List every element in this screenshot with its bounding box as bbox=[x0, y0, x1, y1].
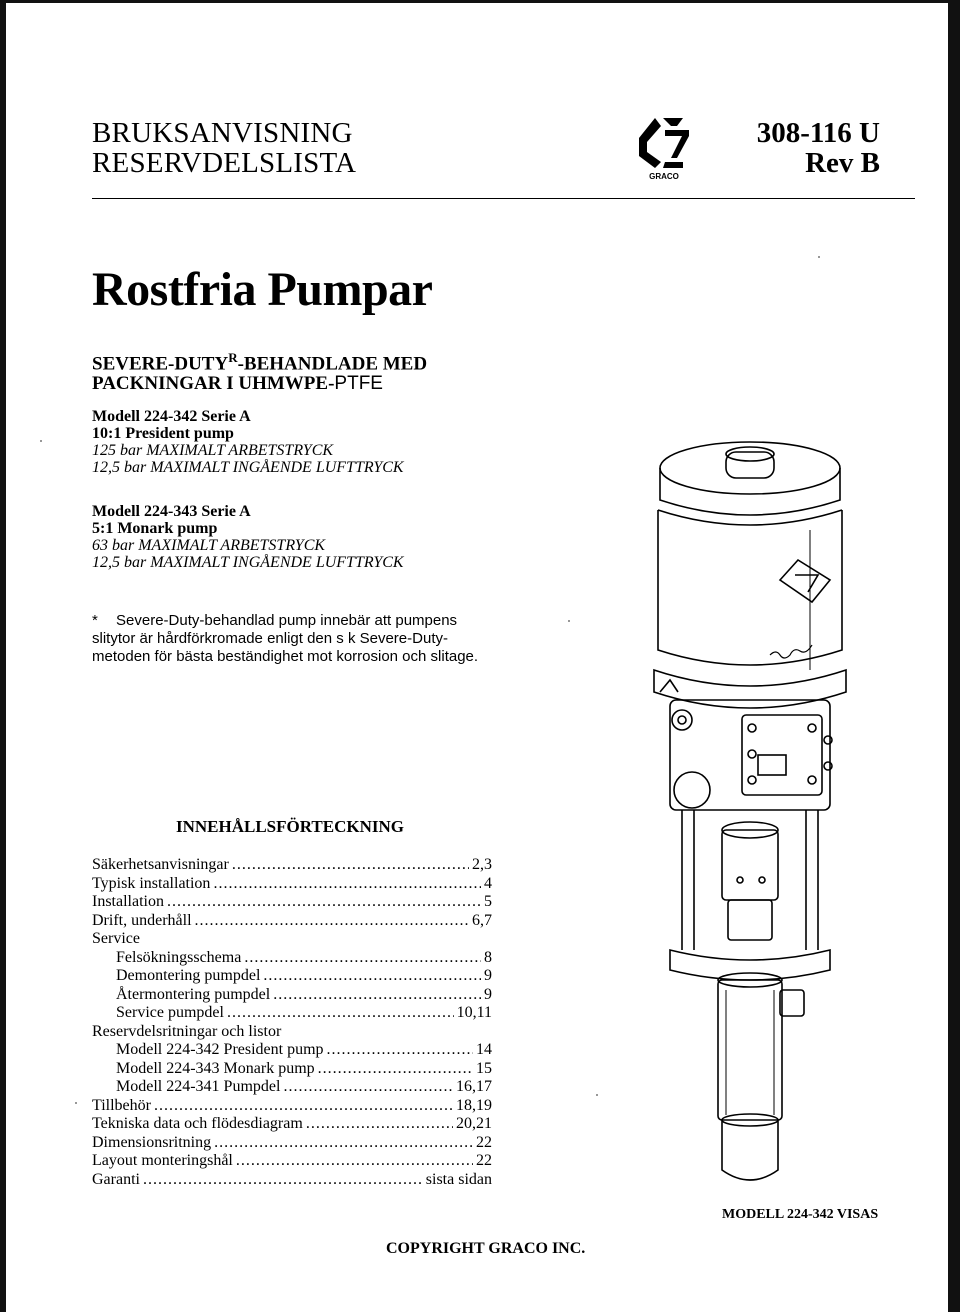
subtitle-line1-pre: SEVERE-DUTY bbox=[92, 353, 229, 375]
pump-line: 5:1 Monark pump bbox=[92, 520, 218, 537]
toc-label: Tillbehör bbox=[92, 1096, 151, 1114]
toc-page: 20,21 bbox=[456, 1115, 492, 1132]
toc-leader bbox=[327, 1041, 473, 1060]
toc-label: Layout monteringshål bbox=[92, 1152, 233, 1169]
document-type-title bbox=[92, 118, 356, 178]
scan-speck bbox=[568, 620, 570, 622]
toc-page: 10,11 bbox=[456, 1004, 492, 1021]
toc-entry bbox=[92, 949, 492, 968]
toc-page: 15 bbox=[476, 1059, 492, 1077]
toc-leader bbox=[195, 912, 469, 931]
toc-leader bbox=[154, 1097, 453, 1116]
air-pressure: 12,5 bar MAXIMALT INGÅENDE LUFTTRYCK bbox=[92, 459, 404, 476]
toc-entry bbox=[92, 1041, 492, 1060]
header-divider bbox=[92, 198, 915, 199]
toc-entry bbox=[92, 986, 492, 1005]
toc-label: Service pumpdel bbox=[116, 1004, 224, 1021]
toc-section bbox=[92, 1023, 492, 1042]
graco-logo bbox=[627, 112, 701, 182]
severe-duty-note bbox=[92, 612, 492, 666]
toc-entry bbox=[92, 1171, 492, 1190]
note-text: Severe-Duty-behandlad pump innebär att pumpens slitytor är hårdförkromade enligt den s k Severe-Duty-metoden för bästa beständighet mot korrosion och slitage. bbox=[92, 612, 479, 665]
toc-page: 22 bbox=[476, 1152, 492, 1169]
pump-illustration bbox=[630, 430, 870, 1210]
toc-leader bbox=[306, 1115, 453, 1134]
document-number: 308-116 U bbox=[756, 117, 880, 149]
toc-label: Återmontering pumpdel bbox=[116, 985, 271, 1003]
scan-edge-left bbox=[0, 0, 6, 1312]
document-number-block bbox=[757, 118, 880, 178]
toc-label: Säkerhetsanvisningar bbox=[92, 856, 229, 873]
toc-label: Garanti bbox=[92, 1170, 140, 1188]
work-pressure: 125 bar MAXIMALT ARBETSTRYCK bbox=[92, 442, 334, 459]
toc-entry bbox=[92, 1004, 492, 1023]
toc-leader bbox=[244, 949, 481, 968]
toc-label: Typisk installation bbox=[92, 874, 211, 892]
toc-entry bbox=[92, 1134, 492, 1153]
toc-entry bbox=[92, 1152, 492, 1171]
toc-label: Modell 224-342 President pump bbox=[116, 1041, 324, 1058]
model-block-224-343 bbox=[92, 503, 404, 571]
toc-label: Reservdelsritningar och listor bbox=[92, 1022, 282, 1040]
scan-edge-right bbox=[948, 0, 960, 1312]
figure-caption: MODELL 224-342 VISAS bbox=[722, 1207, 879, 1222]
toc-leader bbox=[143, 1171, 423, 1190]
toc-heading: INNEHÅLLSFÖRTECKNING bbox=[176, 817, 404, 836]
copyright-notice: COPYRIGHT GRACO INC. bbox=[386, 1240, 586, 1257]
scan-edge-top bbox=[0, 0, 960, 3]
toc-leader bbox=[283, 1078, 453, 1097]
scan-speck bbox=[40, 440, 42, 442]
subtitle-line2-serif: PACKNINGAR I UHMWPE- bbox=[92, 373, 335, 395]
toc-page: 6,7 bbox=[472, 911, 492, 929]
scan-speck bbox=[596, 1094, 598, 1096]
toc-entry bbox=[92, 856, 492, 875]
toc-entry bbox=[92, 1078, 492, 1097]
toc-entry bbox=[92, 1060, 492, 1079]
toc-entry bbox=[92, 1115, 492, 1134]
toc-entry bbox=[92, 967, 492, 986]
subtitle bbox=[92, 348, 427, 394]
toc-leader bbox=[236, 1152, 473, 1171]
toc-leader bbox=[167, 893, 481, 912]
toc-entry bbox=[92, 875, 492, 894]
toc-page: sista sidan bbox=[425, 1170, 492, 1188]
toc-entry bbox=[92, 893, 492, 912]
toc-leader bbox=[227, 1004, 454, 1023]
toc-page: 4 bbox=[484, 874, 492, 892]
scan-speck bbox=[818, 256, 820, 258]
toc-label: Demontering pumpdel bbox=[116, 967, 261, 984]
toc-label: Dimensionsritning bbox=[92, 1133, 212, 1151]
toc-label: Tekniska data och flödesdiagram bbox=[92, 1115, 303, 1132]
doc-title-line1: BRUKSANVISNING bbox=[92, 117, 353, 149]
toc-page: 2,3 bbox=[472, 856, 492, 873]
pump-line: 10:1 President pump bbox=[92, 425, 234, 442]
toc-page: 16,17 bbox=[456, 1078, 492, 1095]
table-of-contents bbox=[92, 856, 492, 1189]
toc-leader bbox=[318, 1060, 473, 1079]
toc-leader bbox=[213, 875, 481, 894]
work-pressure: 63 bar MAXIMALT ARBETSTRYCK bbox=[92, 537, 326, 554]
toc-label: Modell 224-343 Monark pump bbox=[116, 1059, 315, 1077]
toc-entry bbox=[92, 1097, 492, 1116]
toc-label: Felsökningsschema bbox=[116, 948, 242, 966]
toc-leader bbox=[214, 1134, 473, 1153]
toc-label: Drift, underhåll bbox=[92, 911, 192, 929]
model-line: Modell 224-343 Serie A bbox=[92, 503, 251, 520]
document-revision: Rev B bbox=[805, 147, 880, 179]
page-title: Rostfria Pumpar bbox=[92, 263, 433, 316]
model-block-224-342 bbox=[92, 408, 404, 476]
toc-label: Modell 224-341 Pumpdel bbox=[116, 1078, 281, 1095]
toc-page: 8 bbox=[484, 948, 492, 966]
toc-leader bbox=[232, 856, 469, 875]
model-line: Modell 224-342 Serie A bbox=[92, 408, 251, 425]
toc-page: 9 bbox=[484, 967, 492, 984]
toc-label: Service bbox=[92, 930, 140, 947]
doc-title-line2: RESERVDELSLISTA bbox=[92, 147, 357, 179]
air-pressure: 12,5 bar MAXIMALT INGÅENDE LUFTTRYCK bbox=[92, 554, 404, 571]
toc-leader bbox=[273, 986, 481, 1005]
toc-entry bbox=[92, 912, 492, 931]
toc-page: 22 bbox=[476, 1133, 492, 1151]
toc-section bbox=[92, 930, 492, 949]
toc-page: 18,19 bbox=[456, 1096, 492, 1114]
toc-page: 9 bbox=[484, 985, 492, 1003]
toc-page: 5 bbox=[484, 893, 492, 910]
subtitle-line2-sans: PTFE bbox=[334, 373, 383, 395]
toc-label: Installation bbox=[92, 893, 164, 910]
scan-speck bbox=[75, 1102, 77, 1104]
toc-page: 14 bbox=[476, 1041, 492, 1058]
toc-leader bbox=[263, 967, 481, 986]
logo-text: GRACO bbox=[649, 172, 679, 181]
subtitle-line1-post: -BEHANDLADE MED bbox=[237, 353, 428, 375]
note-marker: * bbox=[92, 612, 98, 629]
registered-mark: R bbox=[228, 350, 238, 365]
